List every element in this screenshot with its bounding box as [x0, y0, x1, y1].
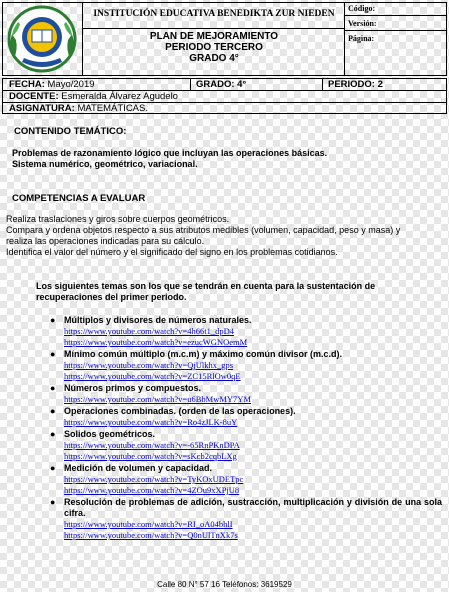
docente-label: DOCENTE:: [9, 91, 59, 102]
asignatura-value: MATEMÁTICAS.: [77, 103, 148, 114]
contenido-heading: CONTENIDO TEMÁTICO:: [14, 126, 127, 137]
bullet-icon: ●: [50, 349, 56, 359]
footer-address: Calle 80 N° 57 16 Teléfonos: 3619529: [157, 580, 292, 589]
bullet-icon: ●: [50, 383, 56, 393]
info-divider: [322, 78, 323, 90]
list-item: [50, 429, 442, 462]
list-item: [50, 497, 442, 541]
bullet-icon: ●: [50, 497, 56, 507]
header-divider: [344, 2, 345, 76]
docente-value: Esmeralda Álvarez Agudelo: [61, 91, 178, 102]
contenido-line: Problemas de razonamiento lógico que incluyan las operaciones básicas.: [12, 148, 328, 158]
topic-title: Números primos y compuestos.: [64, 383, 202, 393]
list-item: [50, 349, 442, 382]
video-link[interactable]: https://www.youtube.com/watch?v=sKcb2cqbLXg: [64, 451, 237, 461]
competencia-line: Realiza traslaciones y giros sobre cuerpos geométricos.: [6, 214, 230, 224]
temas-intro: Los siguientes temas son los que se tendrán en cuenta para la sustentación de: [36, 281, 376, 291]
topic-title: Múltiplos y divisores de números naturales.: [64, 315, 252, 325]
header-divider: [82, 2, 83, 76]
video-link[interactable]: https://www.youtube.com/watch?v=4h66t1_dpD4: [64, 326, 234, 336]
info-divider: [190, 78, 191, 90]
competencias-heading: COMPETENCIAS A EVALUAR: [12, 193, 146, 204]
competencia-line: Compara y ordena objetos respecto a sus atributos medibles (volumen, capacidad, peso y masa) y: [6, 225, 401, 235]
header-divider: [344, 15, 447, 16]
plan-title: [88, 31, 340, 64]
institution-name: INSTITUCIÓN EDUCATIVA BENEDIKTA ZUR NIEDEN: [93, 9, 335, 19]
fecha-label: FECHA:: [9, 79, 45, 90]
video-link[interactable]: https://www.youtube.com/watch?v=QjUlkhx_gps: [64, 360, 234, 370]
asignatura-label: ASIGNATURA:: [9, 103, 75, 114]
competencia-line: realiza las operaciones indicadas para su cálculo.: [6, 236, 205, 246]
periodo-cell: [328, 79, 383, 90]
video-link[interactable]: https://www.youtube.com/watch?v=u6BbMwMY7YM: [64, 394, 251, 404]
video-link[interactable]: https://www.youtube.com/watch?v=ZC15RlOw0qE: [64, 371, 241, 381]
header-divider: [344, 30, 447, 31]
plan-grade-line: GRADO 4°: [189, 53, 239, 64]
video-link[interactable]: https://www.youtube.com/watch?v=Ro4zJLK-8uY: [64, 417, 238, 427]
topic-title: Operaciones combinadas. (orden de las operaciones).: [64, 406, 296, 416]
competencia-line: Identifica el valor del número y el significado del signo en los problemas cotidianos.: [6, 247, 338, 257]
plan-period-line: PERIODO TERCERO: [165, 42, 263, 53]
bullet-icon: ●: [50, 463, 56, 473]
header-divider: [82, 28, 344, 29]
video-link[interactable]: https://www.youtube.com/watch?v=TyKOxUDETpc: [64, 474, 244, 484]
codigo-label: Código:: [348, 4, 376, 13]
temas-intro: recuperaciones del primer periodo.: [36, 292, 187, 302]
grado-cell: [196, 79, 246, 90]
pagina-label: Página:: [348, 34, 375, 43]
fecha-cell: [9, 79, 95, 90]
plan-title-line: PLAN DE MEJORAMIENTO: [149, 31, 279, 42]
grado-label: GRADO:: [196, 79, 235, 90]
periodo-label: PERIODO:: [328, 79, 375, 90]
periodo-value: 2: [377, 79, 383, 90]
list-item: [50, 463, 442, 496]
bullet-icon: ●: [50, 429, 56, 439]
video-link[interactable]: https://www.youtube.com/watch?v=ezucWGNOemM: [64, 337, 248, 347]
docente-cell: [9, 91, 178, 102]
bullet-icon: ●: [50, 406, 56, 416]
list-item: [50, 315, 442, 348]
list-item: [50, 406, 442, 428]
video-link[interactable]: https://www.youtube.com/watch?v=RI_oA04bhlI: [64, 519, 233, 529]
video-link[interactable]: https://www.youtube.com/watch?v=4ZOu9xXPjU8: [64, 485, 240, 495]
school-logo-icon: [6, 4, 78, 74]
list-item: [50, 383, 442, 405]
topics-list: [50, 315, 442, 541]
topic-title: Solidos geométricos.: [64, 429, 156, 439]
fecha-value: Mayo/2019: [47, 79, 95, 90]
version-label: Versión:: [348, 19, 377, 28]
grado-value: 4°: [237, 79, 247, 90]
topic-title: Resolución de problemas de adición, sustracción, multiplicación y división de una sola cifra.: [64, 497, 442, 518]
video-link[interactable]: https://www.youtube.com/watch?v=Q0nUlTnXk7s: [64, 530, 238, 540]
topic-title: Medición de volumen y capacidad.: [64, 463, 213, 473]
topic-title: Mínimo común múltiplo (m.c.m) y máximo común divisor (m.c.d).: [64, 349, 343, 359]
contenido-line: Sistema numérico, geométrico, variacional.: [12, 159, 198, 169]
bullet-icon: ●: [50, 315, 56, 325]
video-link[interactable]: https://www.youtube.com/watch?v=-65RnPKnDPA: [64, 440, 240, 450]
asignatura-cell: [9, 103, 148, 114]
